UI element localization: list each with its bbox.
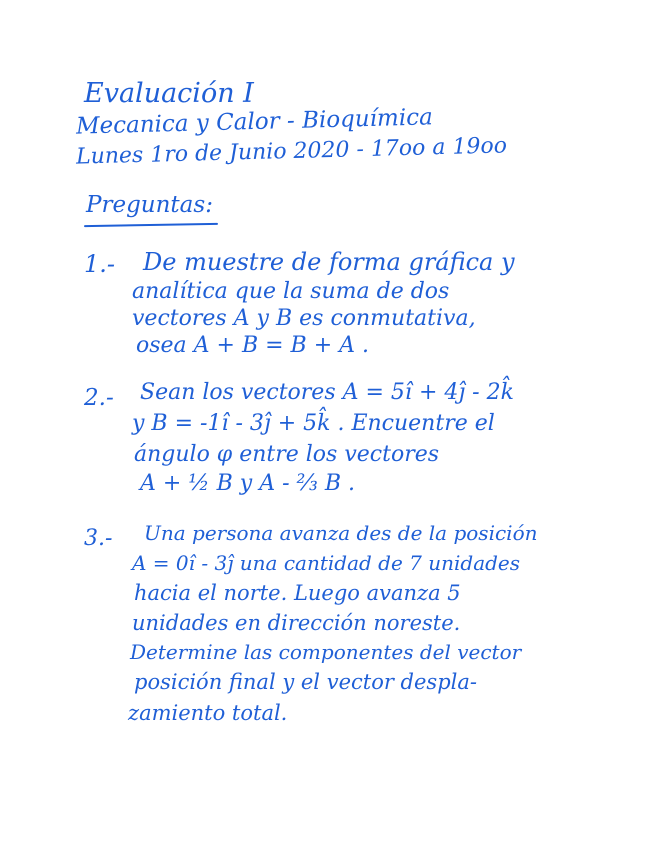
section-heading: Preguntas: [86, 192, 213, 218]
question-line: Una persona avanza des de la posición [144, 521, 538, 545]
course-name: Mecanica y Calor - Bioquímica [75, 104, 434, 140]
section-heading-underline [84, 223, 218, 227]
question-number: 3.- [84, 526, 113, 551]
question-line: zamiento total. [128, 701, 288, 725]
question-line: posición final y el vector despla- [134, 670, 477, 694]
question-line: vectores A y B es conmutativa, [132, 306, 476, 331]
question-number: 1.- [84, 250, 116, 278]
question-line: Determine las componentes del vector [130, 640, 522, 664]
question-line: ángulo φ entre los vectores [134, 442, 440, 467]
question-line: analítica que la suma de dos [132, 279, 450, 304]
question-line: hacia el norte. Luego avanza 5 [134, 581, 461, 605]
question-number: 2.- [84, 385, 114, 411]
exam-title: Evaluación I [84, 78, 254, 109]
question-line: Sean los vectores A = 5î + 4ĵ - 2k̂ [140, 380, 514, 405]
question-line: A = 0î - 3ĵ una cantidad de 7 unidades [132, 551, 521, 575]
exam-date: Lunes 1ro de Junio 2020 - 17oo a 19oo [75, 133, 508, 170]
question-line: De muestre de forma gráfica y [143, 248, 515, 276]
question-line: unidades en dirección noreste. [132, 611, 461, 635]
question-line: y B = -1î - 3ĵ + 5k̂ . Encuentre el [132, 411, 495, 436]
question-line: osea A + B = B + A . [136, 333, 370, 358]
question-line: A + ½ B y A - ⅔ B . [140, 471, 355, 496]
